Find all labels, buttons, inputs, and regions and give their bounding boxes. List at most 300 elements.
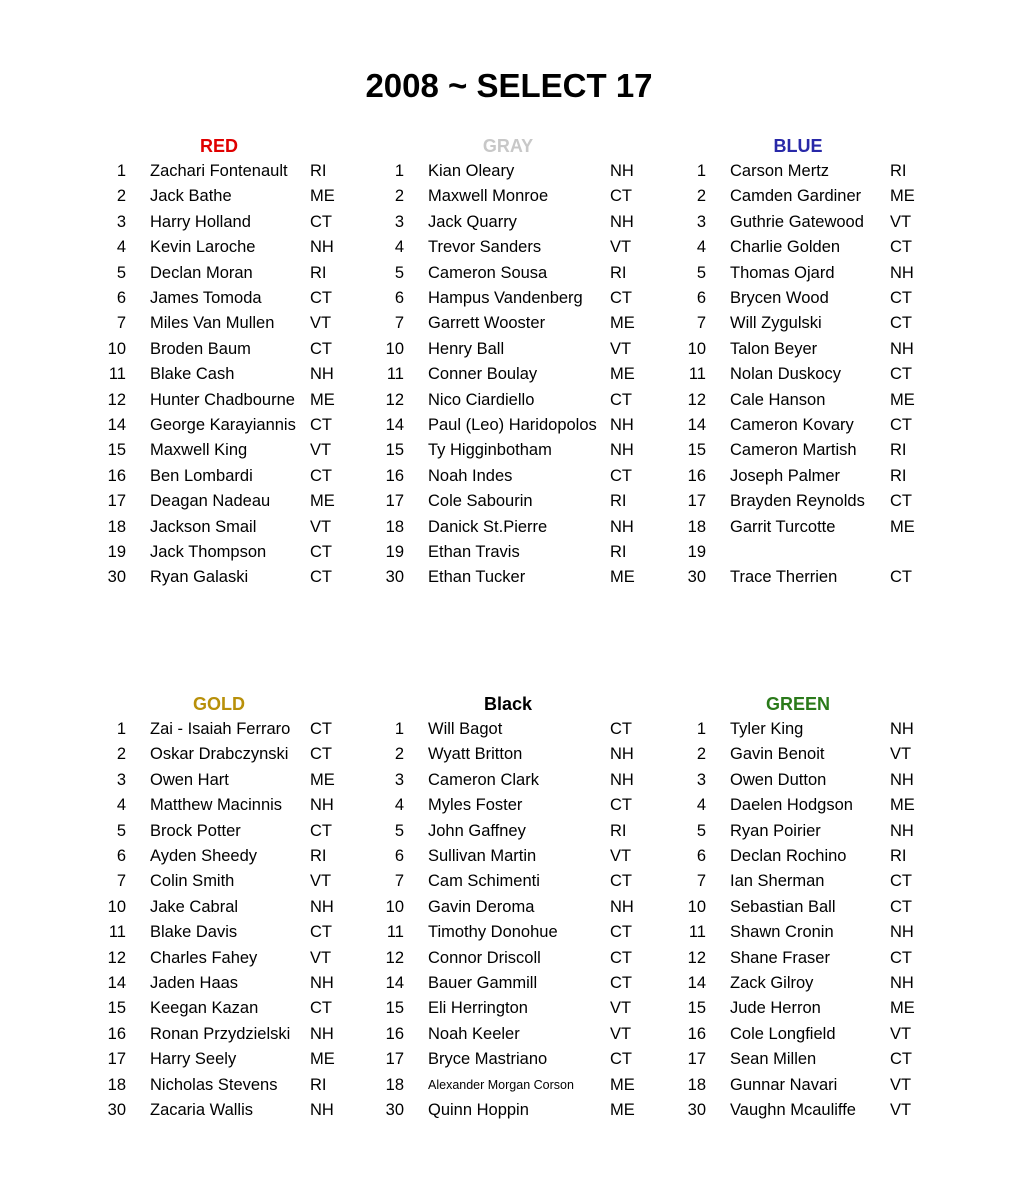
player-state: NH [610,416,634,434]
player-name: Cole Longfield [730,1024,836,1043]
player-name: Trevor Sanders [428,238,542,257]
player-name: Gunnar Navari [730,1075,838,1094]
player-state: VT [310,872,332,891]
player-state: NH [610,745,634,764]
player-name: Ronan Przydzielski [150,1024,291,1043]
jersey-number: 15 [687,999,706,1018]
player-state: ME [610,1101,635,1119]
jersey-number: 14 [385,416,404,434]
player-name: Trace Therrien [730,568,838,587]
player-name: Sean Millen [730,1050,817,1069]
jersey-number: 12 [385,948,404,967]
player-state: NH [610,212,634,231]
jersey-number: 6 [696,289,706,307]
jersey-number: 5 [696,263,706,282]
jersey-number: 30 [687,1101,706,1119]
player-name: Colin Smith [150,872,235,891]
player-state: CT [890,872,912,891]
team-name: GOLD [193,694,245,714]
player-name: Jude Herron [730,999,821,1018]
jersey-number: 4 [394,796,404,815]
player-name: Shane Fraser [730,948,830,967]
player-state: ME [610,1075,635,1094]
jersey-number: 16 [107,1024,126,1043]
jersey-number: 15 [385,999,404,1018]
player-state: ME [310,770,335,789]
jersey-number: 16 [687,1024,706,1043]
player-name: Owen Hart [150,770,229,789]
team-name: Black [483,694,533,714]
player-name: Brycen Wood [730,289,829,307]
player-state: NH [610,897,634,916]
player-state: CT [890,314,912,333]
player-state: NH [610,517,634,536]
jersey-number: 17 [385,1050,404,1069]
jersey-number: 30 [107,1101,126,1119]
jersey-number: 14 [385,974,404,992]
player-name: John Gaffney [428,821,526,840]
jersey-number: 19 [687,543,706,561]
player-name: Blake Cash [150,365,235,384]
player-name: Ben Lombardi [150,466,253,485]
player-state: ME [890,390,915,409]
player-state: CT [310,339,332,358]
player-state: NH [310,897,334,916]
player-name: Cameron Martish [730,441,857,460]
player-name: Blake Davis [150,923,238,942]
player-state: RI [310,1075,327,1094]
jersey-number: 4 [696,238,706,257]
player-state: RI [610,821,627,840]
jersey-number: 10 [687,897,706,916]
player-name: Zacaria Wallis [150,1101,253,1119]
player-name: Ethan Tucker [428,568,526,587]
player-state: NH [890,974,914,992]
player-name: Oskar Drabczynski [150,745,289,764]
player-name: Keegan Kazan [150,999,259,1018]
player-state: VT [610,847,632,865]
player-name: Paul (Leo) Haridopolos [428,416,597,434]
player-name: Zachari Fontenault [150,162,288,180]
player-name: Thomas Ojard [730,263,835,282]
player-state: CT [610,289,632,307]
jersey-number: 6 [394,847,404,865]
jersey-number: 11 [386,923,404,942]
player-name: Cale Hanson [730,390,826,409]
player-name: Myles Foster [428,796,523,815]
player-state: CT [890,948,912,967]
jersey-number: 11 [688,923,706,942]
player-state: CT [610,872,632,891]
player-state: CT [610,796,632,815]
jersey-number: 6 [116,289,126,307]
jersey-number: 30 [107,568,126,587]
player-name: Will Zygulski [730,314,822,333]
player-state: NH [890,923,914,942]
player-state: CT [610,948,632,967]
player-name: Sebastian Ball [730,897,836,916]
player-name: Jackson Smail [150,517,257,536]
jersey-number: 3 [394,770,404,789]
jersey-number: 5 [116,821,126,840]
jersey-number: 7 [116,872,126,891]
player-state: CT [610,390,632,409]
player-state: RI [310,263,327,282]
jersey-number: 19 [385,543,404,561]
jersey-number: 7 [696,872,706,891]
player-name: Will Bagot [428,720,503,738]
jersey-number: 1 [394,720,404,738]
jersey-number: 17 [687,492,706,511]
jersey-number: 1 [116,720,126,738]
jersey-number: 4 [394,238,404,257]
jersey-number: 4 [116,796,126,815]
jersey-number: 7 [696,314,706,333]
player-name: Matthew Macinnis [150,796,283,815]
player-state: CT [610,1050,632,1069]
player-name: Tyler King [730,720,804,738]
jersey-number: 12 [687,948,706,967]
player-name: Zack Gilroy [730,974,814,992]
player-name: Jack Bathe [150,187,232,206]
jersey-number: 11 [688,365,706,384]
player-state: NH [890,821,914,840]
player-state: RI [310,162,327,180]
player-state: ME [890,517,915,536]
jersey-number: 10 [687,339,706,358]
team-name: GREEN [765,694,830,714]
player-state: VT [310,517,332,536]
player-state: CT [890,1050,912,1069]
jersey-number: 2 [116,745,126,764]
jersey-number: 15 [107,441,126,460]
player-name: Kian Oleary [428,162,515,180]
jersey-number: 3 [696,212,706,231]
player-state: VT [310,948,332,967]
jersey-number: 18 [385,517,404,536]
jersey-number: 10 [385,897,404,916]
jersey-number: 10 [385,339,404,358]
player-name: Jake Cabral [150,897,239,916]
player-state: NH [310,365,334,384]
player-state: ME [610,314,635,333]
jersey-number: 6 [696,847,706,865]
player-state: CT [310,923,332,942]
jersey-number: 15 [107,999,126,1018]
player-name: Owen Dutton [730,770,827,789]
jersey-number: 2 [696,745,706,764]
player-state: RI [610,543,627,561]
jersey-number: 15 [687,441,706,460]
player-state: VT [890,1075,912,1094]
player-state: NH [310,1024,334,1043]
player-state: NH [890,263,914,282]
player-name: Guthrie Gatewood [730,212,864,231]
player-state: CT [890,492,912,511]
player-name: Declan Moran [150,263,253,282]
jersey-number: 17 [107,492,126,511]
player-state: ME [310,187,335,206]
player-name: Connor Driscoll [428,948,541,967]
jersey-number: 16 [385,466,404,485]
player-state: CT [610,466,632,485]
player-name: Ryan Poirier [730,821,821,840]
player-name: Cameron Clark [428,770,539,789]
player-state: VT [890,1101,912,1119]
player-state: RI [610,263,627,282]
player-name: Garrett Wooster [428,314,546,333]
jersey-number: 14 [107,974,126,992]
jersey-number: 10 [107,339,126,358]
player-state: RI [890,847,907,865]
jersey-number: 18 [687,1075,706,1094]
player-name: Ryan Galaski [150,568,249,587]
player-state: CT [310,821,332,840]
jersey-number: 11 [108,365,126,384]
player-name: Cole Sabourin [428,492,533,511]
jersey-number: 3 [696,770,706,789]
player-state: RI [310,847,327,865]
team-name: RED [199,136,238,156]
jersey-number: 5 [394,821,404,840]
player-name: Conner Boulay [428,365,538,384]
jersey-number: 10 [107,897,126,916]
player-state: CT [310,543,332,561]
jersey-number: 4 [116,238,126,257]
player-name: Miles Van Mullen [150,314,275,333]
jersey-number: 1 [696,162,706,180]
jersey-number: 11 [108,923,126,942]
player-name: Wyatt Britton [428,745,523,764]
player-name: Joseph Palmer [730,466,841,485]
page-title: 2008 ~ SELECT 17 [365,67,653,104]
player-state: CT [890,365,912,384]
player-state: NH [610,770,634,789]
player-name: Hampus Vandenberg [428,289,583,307]
player-state: RI [610,492,627,511]
player-state: VT [890,1024,912,1043]
jersey-number: 1 [116,162,126,180]
player-state: ME [310,492,335,511]
player-name: Nicholas Stevens [150,1075,278,1094]
jersey-number: 12 [107,948,126,967]
player-state: ME [610,365,635,384]
jersey-number: 19 [107,543,126,561]
player-name: Zai - Isaiah Ferraro [150,720,291,738]
player-state: ME [610,568,635,587]
player-name: Cameron Kovary [730,416,854,434]
jersey-number: 7 [394,314,404,333]
player-state: NH [890,770,914,789]
player-name: Charles Fahey [150,948,258,967]
player-name: Ian Sherman [730,872,825,891]
jersey-number: 1 [394,162,404,180]
player-state: CT [890,289,912,307]
player-name: George Karayiannis [150,416,296,434]
player-name: Talon Beyer [730,339,818,358]
player-state: VT [310,441,332,460]
jersey-number: 6 [116,847,126,865]
jersey-number: 2 [116,187,126,206]
player-state: NH [890,720,914,738]
player-name: Declan Rochino [730,847,847,865]
player-name: Ayden Sheedy [150,847,258,865]
jersey-number: 18 [385,1075,404,1094]
jersey-number: 1 [696,720,706,738]
player-state: CT [310,416,332,434]
jersey-number: 12 [385,390,404,409]
jersey-number: 3 [116,212,126,231]
player-name: Noah Indes [428,466,513,485]
player-state: ME [310,1050,335,1069]
jersey-number: 5 [394,263,404,282]
jersey-number: 7 [116,314,126,333]
player-name: Quinn Hoppin [428,1101,529,1119]
player-state: VT [890,745,912,764]
jersey-number: 30 [385,568,404,587]
player-name: Camden Gardiner [730,187,862,206]
player-name: Shawn Cronin [730,923,834,942]
player-state: CT [310,466,332,485]
jersey-number: 11 [386,365,404,384]
player-state: VT [890,212,912,231]
player-state: CT [310,212,332,231]
player-name: Danick St.Pierre [428,517,548,536]
player-state: VT [610,999,632,1018]
player-name: Cameron Sousa [428,263,548,282]
player-name: Alexander Morgan Corson [428,1077,574,1092]
player-name: Vaughn Mcauliffe [730,1101,856,1119]
player-name: Henry Ball [428,339,505,358]
jersey-number: 18 [687,517,706,536]
player-name: Gavin Benoit [730,745,825,764]
player-state: CT [890,568,912,587]
player-state: NH [310,238,334,257]
player-state: NH [610,441,634,460]
jersey-number: 16 [687,466,706,485]
player-state: RI [890,441,907,460]
player-name: Daelen Hodgson [730,796,853,815]
jersey-number: 17 [385,492,404,511]
player-state: CT [890,416,912,434]
jersey-number: 7 [394,872,404,891]
player-name: Maxwell Monroe [428,187,549,206]
player-name: Charlie Golden [730,238,841,257]
player-name: James Tomoda [150,289,262,307]
player-name: Eli Herrington [428,999,528,1018]
player-state: NH [890,339,914,358]
player-name: Gavin Deroma [428,897,535,916]
jersey-number: 2 [394,187,404,206]
player-name: Brock Potter [150,821,241,840]
jersey-number: 2 [696,187,706,206]
player-state: RI [890,466,907,485]
team-name: GRAY [482,136,534,156]
jersey-number: 16 [385,1024,404,1043]
jersey-number: 18 [107,1075,126,1094]
player-name: Noah Keeler [428,1024,520,1043]
player-state: CT [890,897,912,916]
player-state: CT [610,720,632,738]
player-name: Sullivan Martin [428,847,537,865]
player-state: VT [610,339,632,358]
jersey-number: 30 [385,1101,404,1119]
jersey-number: 12 [107,390,126,409]
player-name: Nolan Duskocy [730,365,841,384]
jersey-number: 18 [107,517,126,536]
player-name: Brayden Reynolds [730,492,865,511]
player-state: ME [890,187,915,206]
player-state: CT [310,999,332,1018]
jersey-number: 5 [116,263,126,282]
player-name: Maxwell King [150,441,248,460]
player-name: Cam Schimenti [428,872,540,891]
player-state: VT [610,1024,632,1043]
player-name: Ty Higginbotham [428,441,552,460]
player-name: Bryce Mastriano [428,1050,548,1069]
player-state: CT [310,568,332,587]
player-state: ME [890,796,915,815]
player-state: CT [310,289,332,307]
player-state: NH [610,162,634,180]
player-name: Bauer Gammill [428,974,538,992]
jersey-number: 2 [394,745,404,764]
player-name: Jaden Haas [150,974,239,992]
player-state: ME [310,390,335,409]
player-name: Nico Ciardiello [428,390,535,409]
jersey-number: 16 [107,466,126,485]
player-name: Kevin Laroche [150,238,256,257]
jersey-number: 14 [687,416,706,434]
player-state: CT [610,974,632,992]
jersey-number: 15 [385,441,404,460]
jersey-number: 3 [116,770,126,789]
player-state: VT [610,238,632,257]
jersey-number: 17 [687,1050,706,1069]
player-name: Broden Baum [150,339,251,358]
jersey-number: 14 [107,416,126,434]
player-name: Ethan Travis [428,543,520,561]
player-name: Jack Thompson [150,543,267,561]
player-state: NH [310,796,334,815]
player-state: CT [890,238,912,257]
player-state: CT [610,187,632,206]
player-name: Jack Quarry [428,212,517,231]
player-name: Timothy Donohue [428,923,558,942]
player-name: Hunter Chadbourne [150,390,295,409]
player-name: Harry Holland [150,212,251,231]
team-name: BLUE [773,136,823,156]
player-state: CT [310,720,332,738]
jersey-number: 17 [107,1050,126,1069]
jersey-number: 12 [687,390,706,409]
player-state: ME [890,999,915,1018]
player-state: NH [310,1101,334,1119]
player-state: NH [310,974,334,992]
jersey-number: 3 [394,212,404,231]
jersey-number: 4 [696,796,706,815]
jersey-number: 6 [394,289,404,307]
jersey-number: 5 [696,821,706,840]
player-name: Carson Mertz [730,162,830,180]
player-state: VT [310,314,332,333]
player-name: Garrit Turcotte [730,517,836,536]
player-name: Deagan Nadeau [150,492,271,511]
player-state: CT [610,923,632,942]
player-state: CT [310,745,332,764]
jersey-number: 14 [687,974,706,992]
jersey-number: 30 [687,568,706,587]
